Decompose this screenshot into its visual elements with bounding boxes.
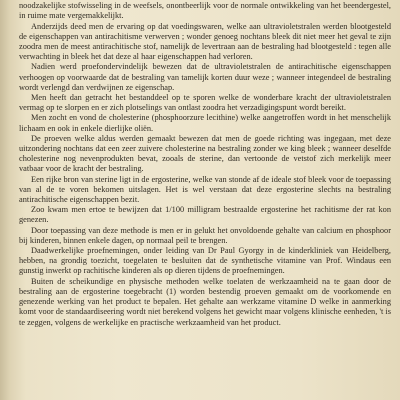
paragraph-5: Men zocht en vond de cholesterine (phosphoorzure lecithine) welke aangetroffen wordt in het menschelijk lichaam en ook in enkele dierlijke oliën. [19,113,391,133]
paragraph-9: Door toepassing van deze methode is men er in gelukt het onvoldoende gehalte van calcium en phosphoor bij kinderen, binnen enkele dagen, op normaal peil te brengen. [19,225,391,245]
paragraph-8: Zoo kwam men ertoe te bewijzen dat 1/100 milligram bestraalde ergosterine het rachitisme der rat kon genezen. [19,205,391,225]
paragraph-3: Nadien werd proefondervindelijk bewezen dat de ultravioletstralen de antirachitische eigenschappen verhoogen op voorwaarde dat de bestraling van tamelijk korten duur weze ; wanneer integendeel de bestraling wordt verlengd dan verdwijnen ze eigenschap. [19,62,391,92]
paragraph-4: Men heeft dan getracht het bestanddeel op te sporen welke de wonderbare kracht der ultravioletstralen vermag op te slorpen en er zich plotselings van ontlast zoodra het verzadigingspunt wordt bereikt. [19,93,391,113]
body-text [19,0,391,328]
paragraph-2: Anderzijds deed men de ervaring op dat voedingswaren, welke aan ultravioletstralen werden blootgesteld de eigenschappen van antirachitisme verwerven ; wonder genoeg nochtans bleek dit niet meer het geval te zijn zoodra men de meest antirachitische stof, namelijk de levertraan aan de bestraling had blootgesteld : tegen alle verwachting in bleek het dat deze al haar eigenschappen had verloren. [19,21,391,62]
paragraph-1: noodzakelijke stofwisseling in de weefsels, onontbeerlijk voor de normale ontwikkeling van het beendergestel, in ruime mate vergemakkelijkt. [19,1,391,21]
paragraph-11: Buiten de scheikundige en physische methoden welke toelaten de werkzaamheid na te gaan door de bestraling aan de ergosterine toegebracht (1) worden bestendig proeven gemaakt om de voorkomende en genezende werking van het product te bepalen. Het gehalte aan werkzame vitamine D welke in aanmerking komt voor de standaardiseering wordt niet berekend volgens het gewicht maar volgens klinische eenheden, 't is te zeggen, volgens de werkelijke en practische werkzaamheid van het product. [19,276,391,327]
paragraph-10: Daadwerkelijke proefnemingen, onder leiding van Dr Paul Gyorgy in de kinderkliniek van Heidelberg, hebben, na grondig toezicht, toegelaten te besluiten dat de synthetische vitamine van Prof. Windaus een gunstig inwerkt op rachitische kinderen als op dieren tijdens de proefnemingen. [19,246,391,276]
paragraph-7: Een rijke bron van sterine ligt in de ergosterine, welke van stonde af de ideale stof bleek voor de toepassing van al de te voren bekomen uitslagen. Het is wel verstaan dat deze ergosterine slechts na bestraling antirachitische eigenschappen bezit. [19,174,391,205]
paragraph-6: De proeven welke aldus werden gemaakt bewezen dat men de goede richting was ingegaan, met deze uitzondering nochtans dat een zeer zuivere cholesterine na bestraling zonder we king bleek ; wanneer deselfde cholesterine nog nevenprodukten bevat, zooals de sterine, dan vertoonde de vetstof zich merkelijk meer vatbaar voor de kracht der bestraling. [19,133,391,174]
